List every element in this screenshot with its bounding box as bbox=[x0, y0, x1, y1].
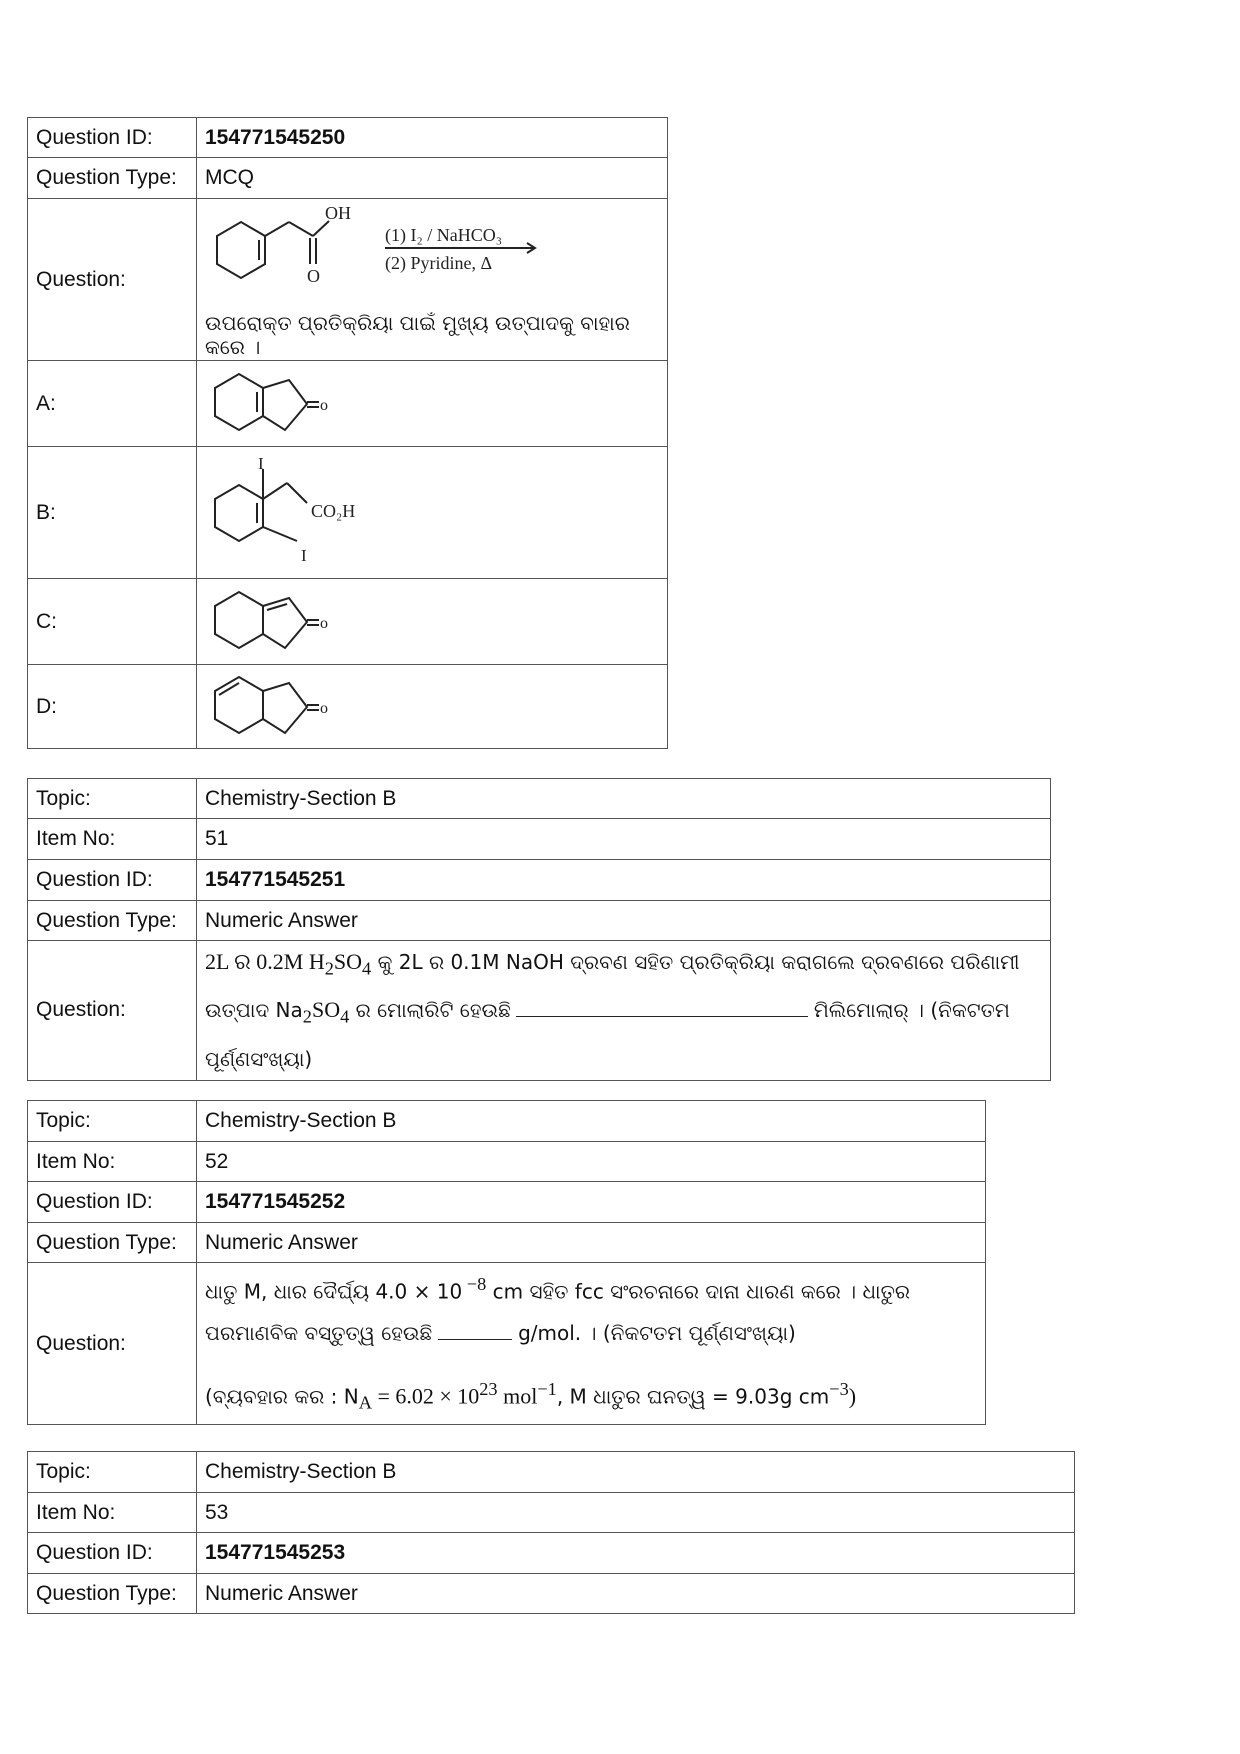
question-type-value: Numeric Answer bbox=[197, 1574, 1075, 1614]
question-label: Question: bbox=[28, 1263, 197, 1425]
item-no-value: 51 bbox=[197, 819, 1051, 860]
question-id-label: Question ID: bbox=[28, 860, 197, 901]
svg-text:o: o bbox=[320, 396, 328, 414]
question-type-label: Question Type: bbox=[28, 1574, 197, 1614]
question-id-value: 154771545253 bbox=[197, 1533, 1075, 1574]
question-table-50 bbox=[27, 117, 668, 749]
question-type-label: Question Type: bbox=[28, 1223, 197, 1263]
item-no-value: 53 bbox=[197, 1493, 1075, 1533]
item-no-label: Item No: bbox=[28, 819, 197, 860]
topic-label: Topic: bbox=[28, 1101, 197, 1142]
question-type-value: Numeric Answer bbox=[197, 1223, 986, 1263]
answer-blank bbox=[516, 994, 808, 1017]
option-b-structure bbox=[197, 447, 668, 579]
item-no-label: Item No: bbox=[28, 1142, 197, 1182]
reagent-2: (2) Pyridine, Δ bbox=[385, 252, 493, 273]
reaction-scheme bbox=[203, 201, 563, 301]
cyclohexene-ring bbox=[217, 222, 265, 278]
item-no-value: 52 bbox=[197, 1142, 986, 1182]
question-line-2: ପରମାଣବିକ ବସ୍ତୁତ୍ୱ ହେଉଛି g/mol. । (ନିକଟତମ ପୂର୍ଣ୍ଣସଂଖ୍ୟା) bbox=[205, 1312, 977, 1354]
answer-blank bbox=[438, 1317, 512, 1340]
question-label: Question: bbox=[28, 199, 197, 361]
topic-value: Chemistry-Section B bbox=[197, 1452, 1075, 1493]
topic-value: Chemistry-Section B bbox=[197, 1101, 986, 1142]
o-label: O bbox=[307, 265, 320, 286]
option-a-label: A: bbox=[28, 361, 197, 447]
question-type-value: Numeric Answer bbox=[197, 901, 1051, 941]
option-c-structure bbox=[197, 579, 668, 665]
ch2-bond bbox=[265, 222, 289, 236]
topic-label: Topic: bbox=[28, 1452, 197, 1493]
question-line-1: ଧାତୁ M, ଧାର ଦୈର୍ଘ୍ୟ 4.0 × 10 $^{-8}$ cm ସହିତ fcc ସଂରଚନାରେ ଦାନା ଧାରଣ କରେ । ଧାତୁର bbox=[205, 1274, 911, 1304]
question-type-label: Question Type: bbox=[28, 158, 197, 199]
question-id-value: 154771545252 bbox=[197, 1182, 986, 1223]
svg-text:I: I bbox=[301, 545, 307, 565]
oh-bond bbox=[313, 221, 329, 236]
question-text: ଉପରୋକ୍ତ ପ୍ରତିକ୍ରିୟା ପାଇଁ ମୁଖ୍ୟ ଉତ୍ପାଦକୁ ବାହାର କରେ । bbox=[205, 310, 630, 359]
question-line-1: 2L ର 0.2M $H_2SO_4$ କୁ 2L ର 0.1M NaOH ଦ୍ରବଣ ସହିତ ପ୍ରତିକ୍ରିୟା କରାଗଲେ ଦ୍ରବଣରେ ପରିଣାମୀ bbox=[205, 949, 1020, 979]
question-id-value: 154771545251 bbox=[197, 860, 1051, 901]
question-line-2: ଉତ୍ପାଦ $Na_2SO_4$ ର ମୋଲାରିଟି ହେଉଛି ମିଲିମୋଲାର୍ । (ନିକଟତମ bbox=[205, 989, 1042, 1037]
topic-label: Topic: bbox=[28, 779, 197, 819]
question-id-label: Question ID: bbox=[28, 1533, 197, 1574]
question-label: Question: bbox=[28, 941, 197, 1081]
question-id-label: Question ID: bbox=[28, 118, 197, 158]
question-id-value: 154771545250 bbox=[197, 118, 668, 158]
question-type-label: Question Type: bbox=[28, 901, 197, 941]
option-d-label: D: bbox=[28, 665, 197, 749]
svg-text:o: o bbox=[320, 699, 328, 717]
topic-value: Chemistry-Section B bbox=[197, 779, 1051, 819]
carbonyl-bond bbox=[289, 222, 313, 236]
question-body bbox=[197, 941, 1051, 1081]
option-d-structure bbox=[197, 665, 668, 749]
question-id-label: Question ID: bbox=[28, 1182, 197, 1223]
question-type-value: MCQ bbox=[197, 158, 668, 199]
option-a-structure bbox=[197, 361, 668, 447]
reagent-1: (1) I₂ / NaHCO₃ bbox=[385, 224, 503, 245]
question-body bbox=[197, 1263, 986, 1425]
item-no-label: Item No: bbox=[28, 1493, 197, 1533]
question-line-3: ପୂର୍ଣ୍ଣସଂଖ୍ୟା) bbox=[205, 1046, 313, 1071]
question-table-52 bbox=[27, 1100, 986, 1425]
question-table-53 bbox=[27, 1451, 1075, 1614]
option-c-label: C: bbox=[28, 579, 197, 665]
svg-text:CO₂H: CO₂H bbox=[311, 500, 356, 521]
svg-text:o: o bbox=[320, 614, 328, 632]
option-b-label: B: bbox=[28, 447, 197, 579]
question-table-51 bbox=[27, 778, 1051, 1081]
oh-label: OH bbox=[325, 202, 351, 223]
question-line-3: (ବ୍ୟବହାର କର : $N_A = 6.02 \times 10^{23}$ mol$^{-1}$, M ଧାତୁର ଘନତ୍ୱ = 9.03g $cm^{-3}$) bbox=[205, 1379, 857, 1414]
svg-text:I: I bbox=[258, 453, 264, 473]
question-body bbox=[197, 199, 668, 361]
